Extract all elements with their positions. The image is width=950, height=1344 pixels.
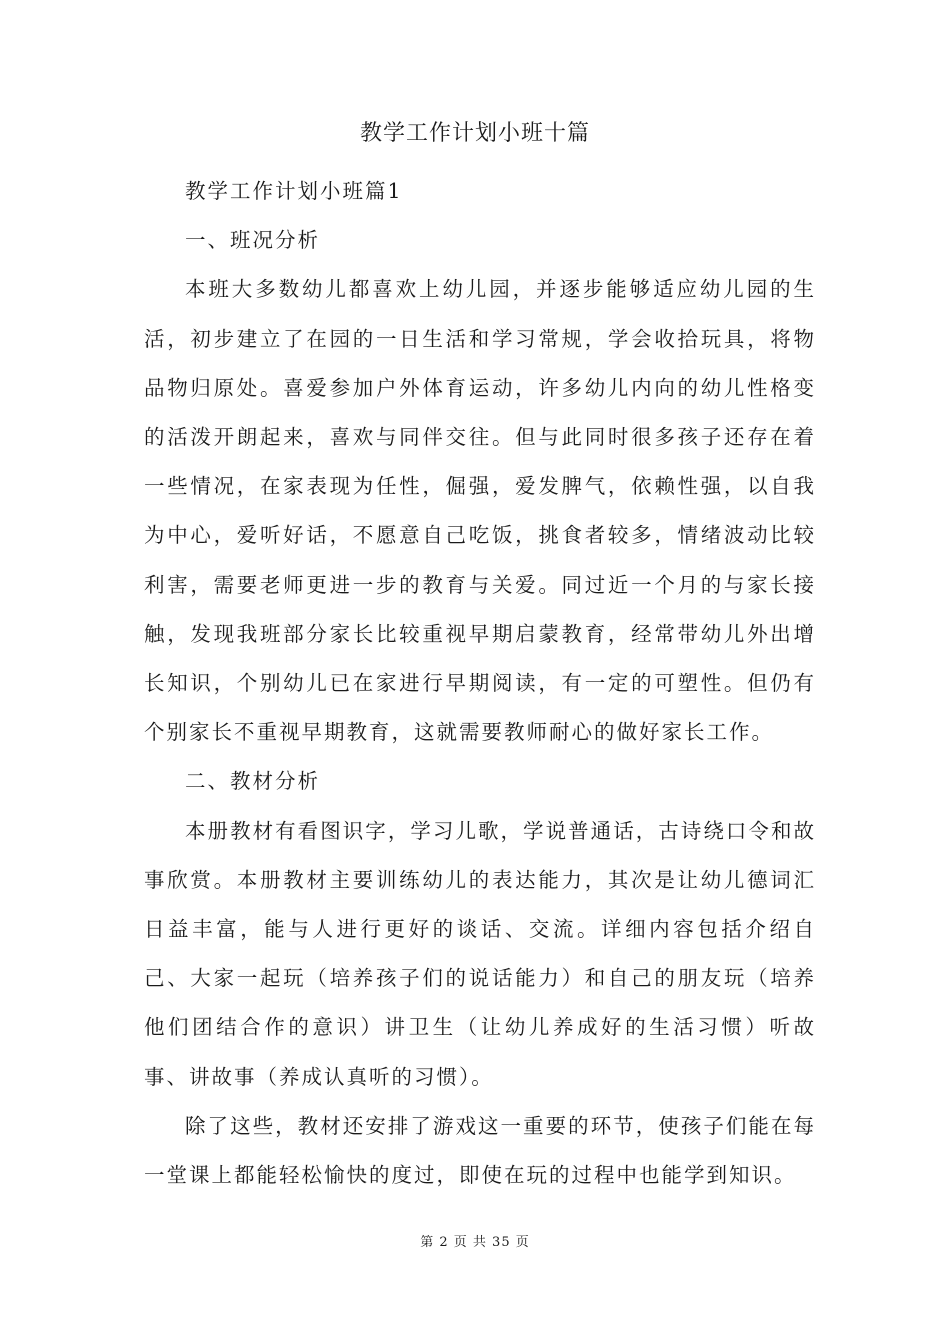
subsection-heading: 一、班况分析 (185, 228, 320, 253)
body-paragraph: 本班大多数幼儿都喜欢上幼儿园，并逐步能够适应幼儿园的生活，初步建立了在园的一日生活和学习常规，学会收拾玩具，将物品物归原处。喜爱参加户外体育运动，许多幼儿内向的幼儿性格变的活泼开朗起来，喜欢与同伴交往。但与此同时很多孩子还存在着一些情况，在家表现为任性，倔强，爱发脾气，依赖性强，以自我为中心，爱听好话，不愿意自己吃饭，挑食者较多，情绪波动比较利害，需要老师更进一步的教育与关爱。同过近一个月的与家长接触，发现我班部分家长比较重视早期启蒙教育，经常带幼儿外出增长知识，个别幼儿已在家进行早期阅读，有一定的可塑性。但仍有个别家长不重视早期教育，这就需要教师耐心的做好家长工作。 (144, 277, 816, 745)
document-body (144, 167, 816, 1200)
section-heading: 教学工作计划小班篇1 (185, 179, 403, 203)
page-number-footer: 第 2 页 共 35 页 (420, 1235, 530, 1250)
body-paragraph: 除了这些，教材还安排了游戏这一重要的环节，使孩子们能在每一堂课上都能轻松愉快的度过，即使在玩的过程中也能学到知识。 (144, 1113, 816, 1188)
body-paragraph: 本册教材有看图识字，学习儿歌，学说普通话，古诗绕口令和故事欣赏。本册教材主要训练幼儿的表达能力，其次是让幼儿德词汇日益丰富，能与人进行更好的谈话、交流。详细内容包括介绍自己、大家一起玩（培养孩子们的说话能力）和自己的朋友玩（培养他们团结合作的意识）讲卫生（让幼儿养成好的生活习惯）听故事、讲故事（养成认真听的习惯）。 (144, 818, 816, 1089)
subsection-heading: 二、教材分析 (185, 769, 320, 794)
document-title: 教学工作计划小班十篇 (359, 121, 590, 146)
